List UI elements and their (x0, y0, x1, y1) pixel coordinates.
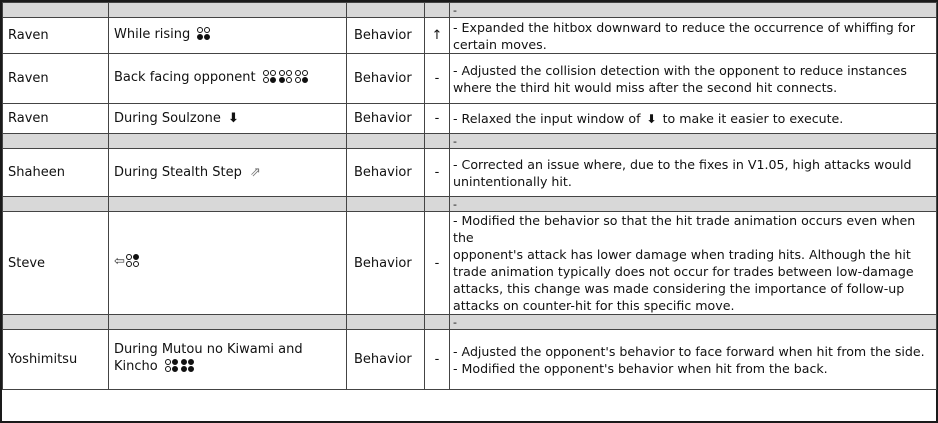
back-arrow-icon: ⇦ (114, 254, 125, 269)
button-notation-icon (197, 27, 211, 46)
button-notation-icon (263, 70, 309, 89)
change-mark: ↑ (425, 18, 450, 54)
table-row (3, 18, 937, 54)
character-cell: Raven (3, 104, 109, 134)
move-cell: During Soulzone ⬇ (109, 104, 347, 134)
outline-up-right-arrow-icon: ⇗ (249, 165, 261, 180)
category-cell: Behavior (347, 104, 425, 134)
down-arrow-icon: ⬇ (646, 111, 657, 126)
separator-row (3, 315, 937, 330)
character-cell: Shaheen (3, 149, 109, 197)
button-notation-icon (165, 359, 195, 378)
description-cell: - Relaxed the input window of ⬇ to make it easier to execute. (450, 104, 937, 134)
patch-notes-table (2, 2, 937, 390)
separator-mark: - (450, 3, 937, 18)
change-mark: - (425, 149, 450, 197)
table-row (3, 149, 937, 197)
character-cell: Raven (3, 54, 109, 104)
move-cell: During Stealth Step ⇗ (109, 149, 347, 197)
category-cell: Behavior (347, 54, 425, 104)
separator-row (3, 3, 937, 18)
move-cell: Back facing opponent (109, 54, 347, 104)
separator-mark: - (450, 134, 937, 149)
separator-row (3, 134, 937, 149)
table-row (3, 330, 937, 390)
button-notation-icon (126, 254, 140, 273)
description-cell: - Modified the behavior so that the hit trade animation occurs even when the opponent's attack has lower damage when trading hits. Although the hit trade animation typically does not occur for trades between low-damage attacks, this change was made considering the importance of follow-up attacks on counter-hit for this specific move. (450, 212, 937, 315)
description-cell: - Corrected an issue where, due to the fixes in V1.05, high attacks would unintentionally hit. (450, 149, 937, 197)
description-cell: - Adjusted the collision detection with the opponent to reduce instances where the third hit would miss after the second hit connects. (450, 54, 937, 104)
change-mark: - (425, 212, 450, 315)
category-cell: Behavior (347, 330, 425, 390)
table-row (3, 54, 937, 104)
move-cell (109, 212, 347, 315)
separator-row (3, 197, 937, 212)
category-cell: Behavior (347, 18, 425, 54)
description-cell: - Expanded the hitbox downward to reduce the occurrence of whiffing for certain moves. (450, 18, 937, 54)
category-cell: Behavior (347, 212, 425, 315)
move-cell: While rising (109, 18, 347, 54)
move-cell: During Mutou no Kiwami and Kincho (109, 330, 347, 390)
separator-mark: - (450, 197, 937, 212)
category-cell: Behavior (347, 149, 425, 197)
change-mark: - (425, 104, 450, 134)
separator-mark: - (450, 315, 937, 330)
change-mark: - (425, 54, 450, 104)
change-mark: - (425, 330, 450, 390)
description-cell: - Adjusted the opponent's behavior to face forward when hit from the side. - Modified the opponent's behavior when hit from the back. (450, 330, 937, 390)
character-cell: Steve (3, 212, 109, 315)
table-row (3, 212, 937, 315)
character-cell: Yoshimitsu (3, 330, 109, 390)
down-arrow-icon: ⬇ (228, 111, 239, 126)
table-row (3, 104, 937, 134)
character-cell: Raven (3, 18, 109, 54)
